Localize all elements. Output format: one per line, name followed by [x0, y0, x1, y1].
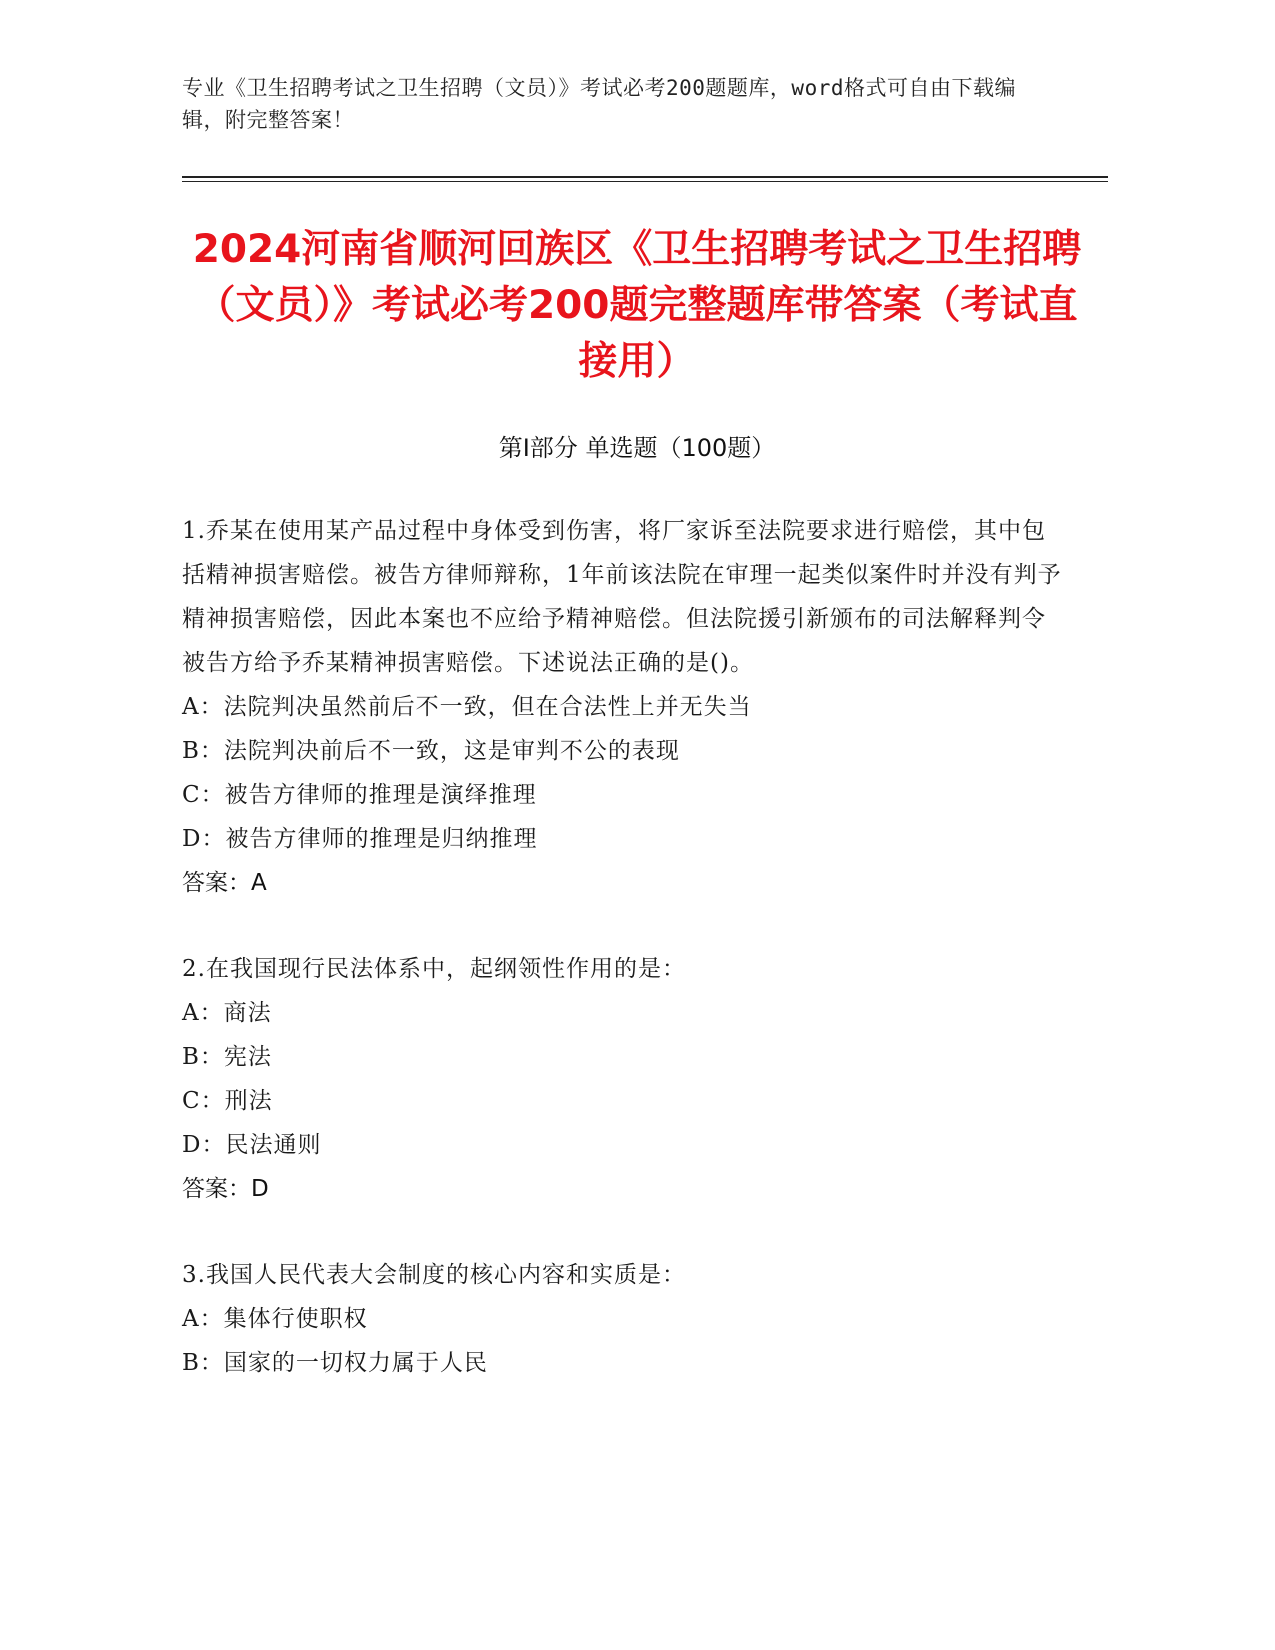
option-d: D：民法通则 — [182, 1132, 322, 1158]
option-c: C：刑法 — [182, 1088, 273, 1114]
question-stem: 2.在我国现行民法体系中，起纲领性作用的是： — [182, 956, 686, 982]
document-title: 2024河南省顺河回族区《卫生招聘考试之卫生招聘（文员）》考试必考200题完整题库带答案（考试直接用） — [192, 227, 1082, 384]
option-d: D：被告方律师的推理是归纳推理 — [182, 826, 538, 852]
header-divider-thick — [182, 176, 1108, 178]
section-heading: 第Ⅰ部分 单选题（100题） — [498, 434, 776, 462]
question-list — [182, 509, 1062, 1427]
option-a: A：商法 — [182, 1000, 272, 1026]
answer-line: 答案：A — [182, 870, 267, 896]
question-1 — [182, 509, 1062, 905]
question-stem: 3.我国人民代表大会制度的核心内容和实质是： — [182, 1262, 686, 1288]
header-divider-thin — [182, 181, 1108, 182]
option-b: B：法院判决前后不一致，这是审判不公的表现 — [182, 738, 680, 764]
question-stem: 1.乔某在使用某产品过程中身体受到伤害，将厂家诉至法院要求进行赔偿，其中包括精神损害赔偿。被告方律师辩称，1年前该法院在审理一起类似案件时并没有判予精神损害赔偿，因此本案也不应给予精神赔偿。但法院援引新颁布的司法解释判令被告方给予乔某精神损害赔偿。下述说法正确的是()。 — [182, 518, 1062, 676]
option-a: A：法院判决虽然前后不一致，但在合法性上并无失当 — [182, 694, 752, 720]
header-note: 专业《卫生招聘考试之卫生招聘（文员）》考试必考200题题库，word格式可自由下载编辑，附完整答案！ — [182, 76, 1016, 132]
question-2 — [182, 947, 1062, 1211]
option-a: A：集体行使职权 — [182, 1306, 368, 1332]
question-3 — [182, 1253, 1062, 1385]
option-b: B：国家的一切权力属于人民 — [182, 1350, 488, 1376]
option-c: C：被告方律师的推理是演绎推理 — [182, 782, 537, 808]
option-b: B：宪法 — [182, 1044, 272, 1070]
answer-line: 答案：D — [182, 1176, 269, 1202]
